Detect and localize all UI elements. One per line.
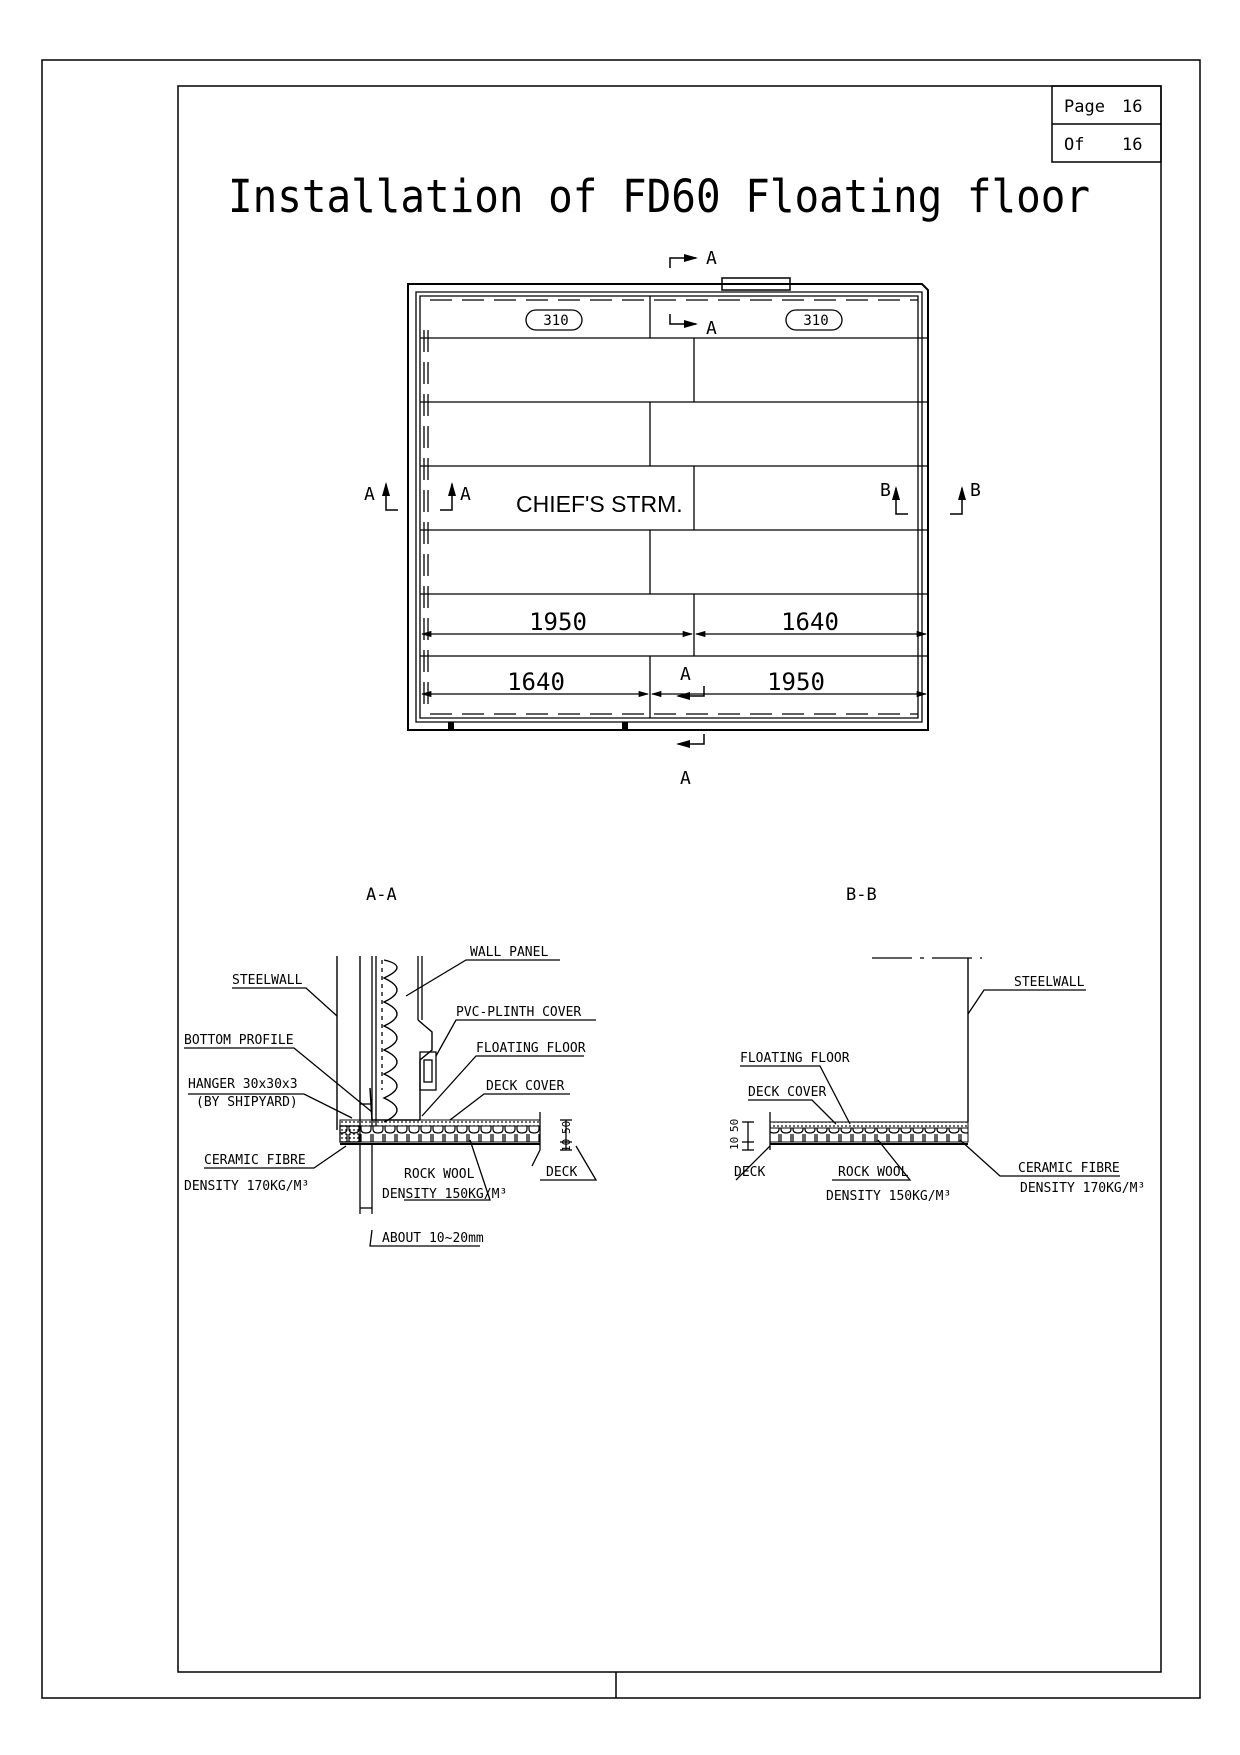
bb-rock-density: DENSITY 150KG/M³ — [826, 1189, 952, 1204]
section-a-top2-label: A — [706, 318, 717, 339]
aa-ceramic-label: CERAMIC FIBRE — [204, 1153, 306, 1168]
dim-row2-right: 1950 — [767, 668, 825, 696]
of-number: 16 — [1122, 135, 1143, 155]
outer-frame — [42, 60, 1200, 1698]
aa-about-label: ABOUT 10~20mm — [382, 1231, 484, 1246]
aa-dim-50: 50 — [560, 1120, 573, 1134]
aa-rock-wool-label: ROCK WOOL — [404, 1167, 475, 1182]
page-box — [1052, 86, 1161, 162]
section-aa-title: A-A — [366, 885, 397, 905]
room-label: CHIEF'S STRM. — [516, 491, 683, 517]
bb-deck-label: DECK — [734, 1165, 766, 1180]
drawing-title: Installation of FD60 Floating floor — [228, 170, 1090, 223]
section-b-left-label: B — [880, 480, 891, 501]
aa-floating-floor-label: FLOATING FLOOR — [476, 1041, 586, 1056]
bb-dim-10: 10 — [728, 1136, 741, 1150]
section-a-bottom2-label: A — [680, 768, 691, 789]
bb-deck-cover-label: DECK COVER — [748, 1085, 827, 1100]
bb-dim-50: 50 — [728, 1118, 741, 1132]
dim-row2-left: 1640 — [507, 668, 565, 696]
of-label: Of — [1064, 135, 1085, 155]
aa-bottom-profile-label: BOTTOM PROFILE — [184, 1033, 294, 1048]
aa-deck-cover-label: DECK COVER — [486, 1079, 565, 1094]
tag-left: 310 — [543, 313, 569, 329]
aa-plinth-label: PVC-PLINTH COVER — [456, 1005, 582, 1020]
aa-hanger-label: HANGER 30x30x3 — [188, 1077, 298, 1092]
page-label: Page — [1064, 97, 1105, 117]
section-b-right-label: B — [970, 480, 981, 501]
section-a-left-label: A — [364, 484, 375, 505]
aa-ceramic-density: DENSITY 170KG/M³ — [184, 1179, 310, 1194]
bb-ceramic-density: DENSITY 170KG/M³ — [1020, 1181, 1146, 1196]
section-a-bottom-label: A — [680, 664, 691, 685]
aa-by-shipyard-label: (BY SHIPYARD) — [196, 1095, 298, 1110]
aa-rock-density: DENSITY 150KG/M³ — [382, 1187, 508, 1202]
dim-row1-left: 1950 — [529, 608, 587, 636]
bb-rock-wool-label: ROCK WOOL — [838, 1165, 909, 1180]
dim-row1-right: 1640 — [781, 608, 839, 636]
section-bb-drawing — [736, 958, 1120, 1180]
bb-steelwall-label: STEELWALL — [1014, 975, 1085, 990]
section-a-top-label: A — [706, 248, 717, 269]
section-a-left2-label: A — [460, 484, 471, 505]
bb-ceramic-label: CERAMIC FIBRE — [1018, 1161, 1120, 1176]
aa-dim-10: 10 — [560, 1138, 573, 1152]
section-bb-title: B-B — [846, 885, 877, 905]
tag-right: 310 — [803, 313, 829, 329]
bb-floating-floor-label: FLOATING FLOOR — [740, 1051, 850, 1066]
aa-wall-panel-label: WALL PANEL — [470, 945, 549, 960]
aa-steelwall-label: STEELWALL — [232, 973, 303, 988]
aa-deck-label: DECK — [546, 1165, 578, 1180]
page-number: 16 — [1122, 97, 1143, 117]
